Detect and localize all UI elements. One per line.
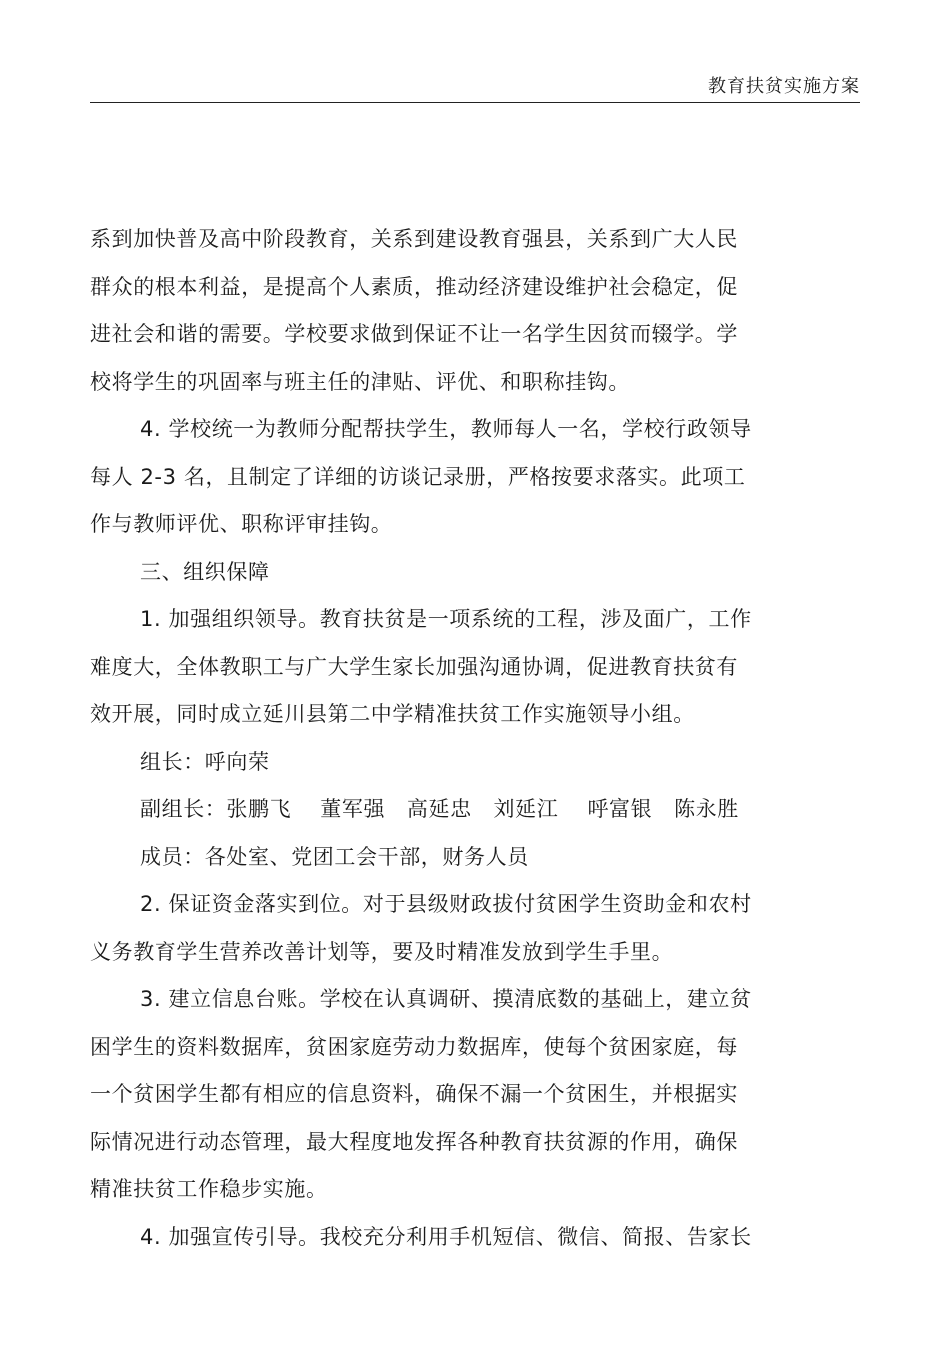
- text-line: 群众的根本利益，是提高个人素质，推动经济建设维护社会稳定，促: [90, 274, 738, 299]
- document-body: [90, 216, 800, 1261]
- text-line: 精准扶贫工作稳步实施。: [90, 1177, 328, 1201]
- text-line: 校将学生的巩固率与班主任的津贴、评优、和职称挂钩。: [90, 369, 630, 394]
- section-heading: 三、组织保障: [140, 559, 270, 584]
- text-line: 4. 学校统一为教师分配帮扶学生，教师每人一名，学校行政领导: [140, 417, 752, 441]
- text-line: 组长：呼向荣: [140, 749, 270, 774]
- text-line: 3. 建立信息台账。学校在认真调研、摸清底数的基础上，建立贫: [140, 987, 752, 1011]
- text-line: 难度大，全体教职工与广大学生家长加强沟通协调，促进教育扶贫有: [90, 654, 738, 679]
- text-line: 系到加快普及高中阶段教育，关系到建设教育强县，关系到广大人民: [90, 227, 738, 251]
- text-line: 每人 2-3 名，且制定了详细的访谈记录册，严格按要求落实。此项工: [90, 464, 746, 489]
- text-line: 4. 加强宣传引导。我校充分利用手机短信、微信、简报、告家长: [140, 1224, 752, 1249]
- text-line: 成员：各处室、党团工会干部，财务人员: [140, 844, 529, 869]
- text-line: 进社会和谐的需要。学校要求做到保证不让一名学生因贫而辍学。学: [90, 322, 738, 346]
- page-header: [90, 68, 860, 103]
- text-line: 效开展，同时成立延川县第二中学精准扶贫工作实施领导小组。: [90, 702, 695, 726]
- text-line: 一个贫困学生都有相应的信息资料，确保不漏一个贫困生，并根据实: [90, 1082, 738, 1106]
- header-title: 教育扶贫实施方案: [708, 76, 860, 97]
- text-line: 副组长：张鹏飞 董军强 高延忠 刘延江 呼富银 陈永胜: [140, 797, 739, 821]
- text-line: 1. 加强组织领导。教育扶贫是一项系统的工程，涉及面广，工作: [140, 607, 752, 631]
- text-line: 作与教师评优、职称评审挂钩。: [90, 512, 393, 536]
- text-line: 困学生的资料数据库，贫困家庭劳动力数据库，使每个贫困家庭，每: [90, 1034, 738, 1059]
- text-line: 2. 保证资金落实到位。对于县级财政拔付贫困学生资助金和农村: [140, 892, 752, 916]
- text-line: 义务教育学生营养改善计划等，要及时精准发放到学生手里。: [90, 939, 674, 964]
- text-line: 际情况进行动态管理，最大程度地发挥各种教育扶贫源的作用，确保: [90, 1129, 738, 1154]
